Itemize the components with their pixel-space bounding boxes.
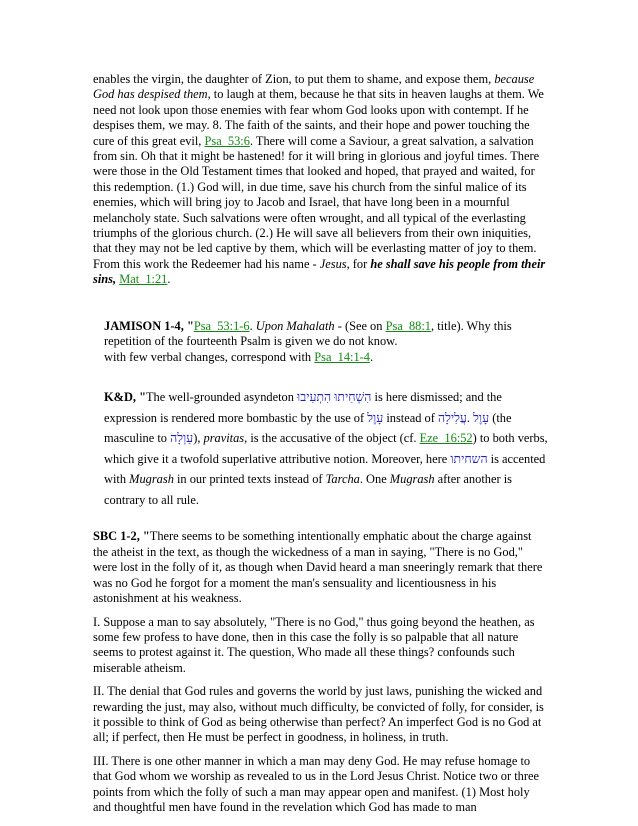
hebrew-text: עֲלִילָה bbox=[437, 410, 467, 425]
hebrew-text: עָוֶל bbox=[367, 410, 384, 425]
text-run: . bbox=[249, 318, 256, 333]
text-run: for bbox=[349, 256, 371, 271]
sbc-point-1: I. Suppose a man to say absolutely, "There is no God," thus going beyond the heathen, as some few profess to have done, then in this case the folly is so palpable that all nature seems to protest against it. The question, Who made all these things? confounds such miserable atheism. bbox=[93, 614, 535, 675]
hebrew-text: עָוֶל bbox=[473, 410, 490, 425]
hebrew-text: הִשְׁחִיתוּ הִתְעִיבוּ bbox=[297, 389, 372, 404]
text-run: . bbox=[167, 272, 171, 287]
text-run: is here dismissed; and the expression is rendered more bombastic by the use of bbox=[104, 389, 502, 425]
text-run: with few verbal changes, correspond with bbox=[104, 349, 315, 364]
section-label: SBC 1-2, " bbox=[93, 529, 150, 544]
jamison-continuation bbox=[93, 350, 548, 365]
scripture-link-psa-88-1[interactable]: Psa_88:1 bbox=[385, 318, 431, 333]
italic-run: Jesus, bbox=[319, 256, 350, 271]
hebrew-text: השחיתו bbox=[450, 451, 488, 466]
text-run: . bbox=[466, 410, 474, 425]
text-run: ) to both verbs, which give it a twofold superlative attributive notion. Moreover, here bbox=[104, 431, 548, 466]
text-run: , title). Why this repetition of the fourteenth Psalm is given we do not know. bbox=[104, 318, 512, 349]
scripture-link-psa-53-6[interactable]: Psa_53:6 bbox=[204, 133, 250, 148]
scripture-link-psa-14-1-4[interactable]: Psa_14:1-4 bbox=[314, 349, 370, 364]
text-run: . One bbox=[359, 472, 390, 487]
bold-italic-run: he shall save his people from their sins, bbox=[93, 256, 546, 287]
text-run: There seems to be something intentionally emphatic about the charge against the atheist in the text, as though the wickedness of a man in saying, "There is no God," were lost in the folly of it, as though when David heard a man sneeringly remark that there was no God he forgot for a moment the man's sensuality and licentiousness in his astonishment at his weakness. bbox=[93, 529, 543, 606]
section-gap bbox=[93, 288, 548, 319]
section-label: JAMISON 1-4, " bbox=[104, 318, 194, 333]
henry-paragraph bbox=[93, 72, 548, 288]
kd-paragraph bbox=[93, 387, 548, 511]
italic-run: Tarcha bbox=[325, 472, 360, 487]
text-run: (the masculine to bbox=[104, 410, 512, 446]
jamison-paragraph bbox=[93, 319, 548, 350]
text-run: - (See on bbox=[334, 318, 386, 333]
scripture-link-psa-53-1-6[interactable]: Psa_53:1-6 bbox=[193, 318, 250, 333]
text-run: , is the accusative of the object (cf. bbox=[244, 431, 420, 446]
jamison-section bbox=[93, 319, 548, 365]
section-label: K&D, " bbox=[104, 389, 146, 404]
text-run: The well-grounded asyndeton bbox=[145, 389, 298, 404]
text-run: instead of bbox=[383, 410, 438, 425]
sbc-point-3: III. There is one other manner in which a man may deny God. He may refuse homage to that God whom we worship as revealed to us in the Lord Jesus Christ. Notice two or three points from which the folly of such a man may appear open and manifest. (1) Most holy and thoughtful men have found in the revelation which God has made to man bbox=[93, 753, 539, 814]
scripture-link-mat-1-21[interactable]: Mat_1:21 bbox=[119, 272, 168, 287]
text-run: in our printed texts instead of bbox=[173, 472, 326, 487]
text-run: after another is contrary to all rule. bbox=[104, 472, 512, 507]
sbc-point-2: II. The denial that God rules and governs the world by just laws, punishing the wicked and rewarding the just, may also, without much difficulty, be convicted of folly, for consider, is it possible to think of God as being otherwise than perfect? An imperfect God is no God at all; if perfect, then He must be perfect in goodness, in holiness, in truth. bbox=[93, 684, 544, 745]
italic-run: Mugrash bbox=[129, 472, 174, 487]
text-run: to laugh at them, because he that sits in heaven laughs at them. We need not look upon those enemies with fear whom God looks upon with contempt. If he despises them, we may. 8. The faith of the saints, and their hope and power touching the cure of this great evil, bbox=[93, 87, 544, 148]
text-run: enables the virgin, the daughter of Zion, to put them to shame, and expose them, bbox=[93, 72, 495, 86]
italic-run: Mugrash bbox=[389, 472, 435, 487]
text-run: . There will come a Saviour, a great salvation, a salvation from sin. Oh that it might be hastened! for it will bring in glorious and joyful times. There were those in the Old Testament times that looked and hoped, that prayed and waited, for this redemption. (1.) God will, in due time, save his church from the sinful malice of its enemies, which will bring joy to Jacob and Israel, that have long been in a mournful melancholy state. Such salvations were often wrought, and all typical of the everlasting triumphs of the glorious church. (2.) He will save all believers from their own iniquities, that they may not be led captive by them, which will be everlasting matter of joy to them. From this work the Redeemer had his name - bbox=[93, 133, 540, 271]
hebrew-text: עַוְלָה bbox=[170, 431, 194, 446]
text-run: ), bbox=[193, 431, 204, 446]
scripture-link-eze-16-52[interactable]: Eze_16:52 bbox=[419, 431, 473, 446]
text-run: is accented with bbox=[104, 451, 546, 487]
italic-run: because God has despised them, bbox=[93, 72, 535, 102]
sbc-paragraph bbox=[93, 529, 548, 606]
section-gap bbox=[93, 365, 548, 387]
section-gap bbox=[93, 510, 548, 529]
sbc-section bbox=[93, 529, 548, 815]
italic-run: pravitas bbox=[203, 431, 245, 446]
text-run: . bbox=[370, 349, 374, 364]
italic-run: Upon Mahalath bbox=[255, 318, 335, 333]
commentary-page bbox=[93, 72, 548, 823]
